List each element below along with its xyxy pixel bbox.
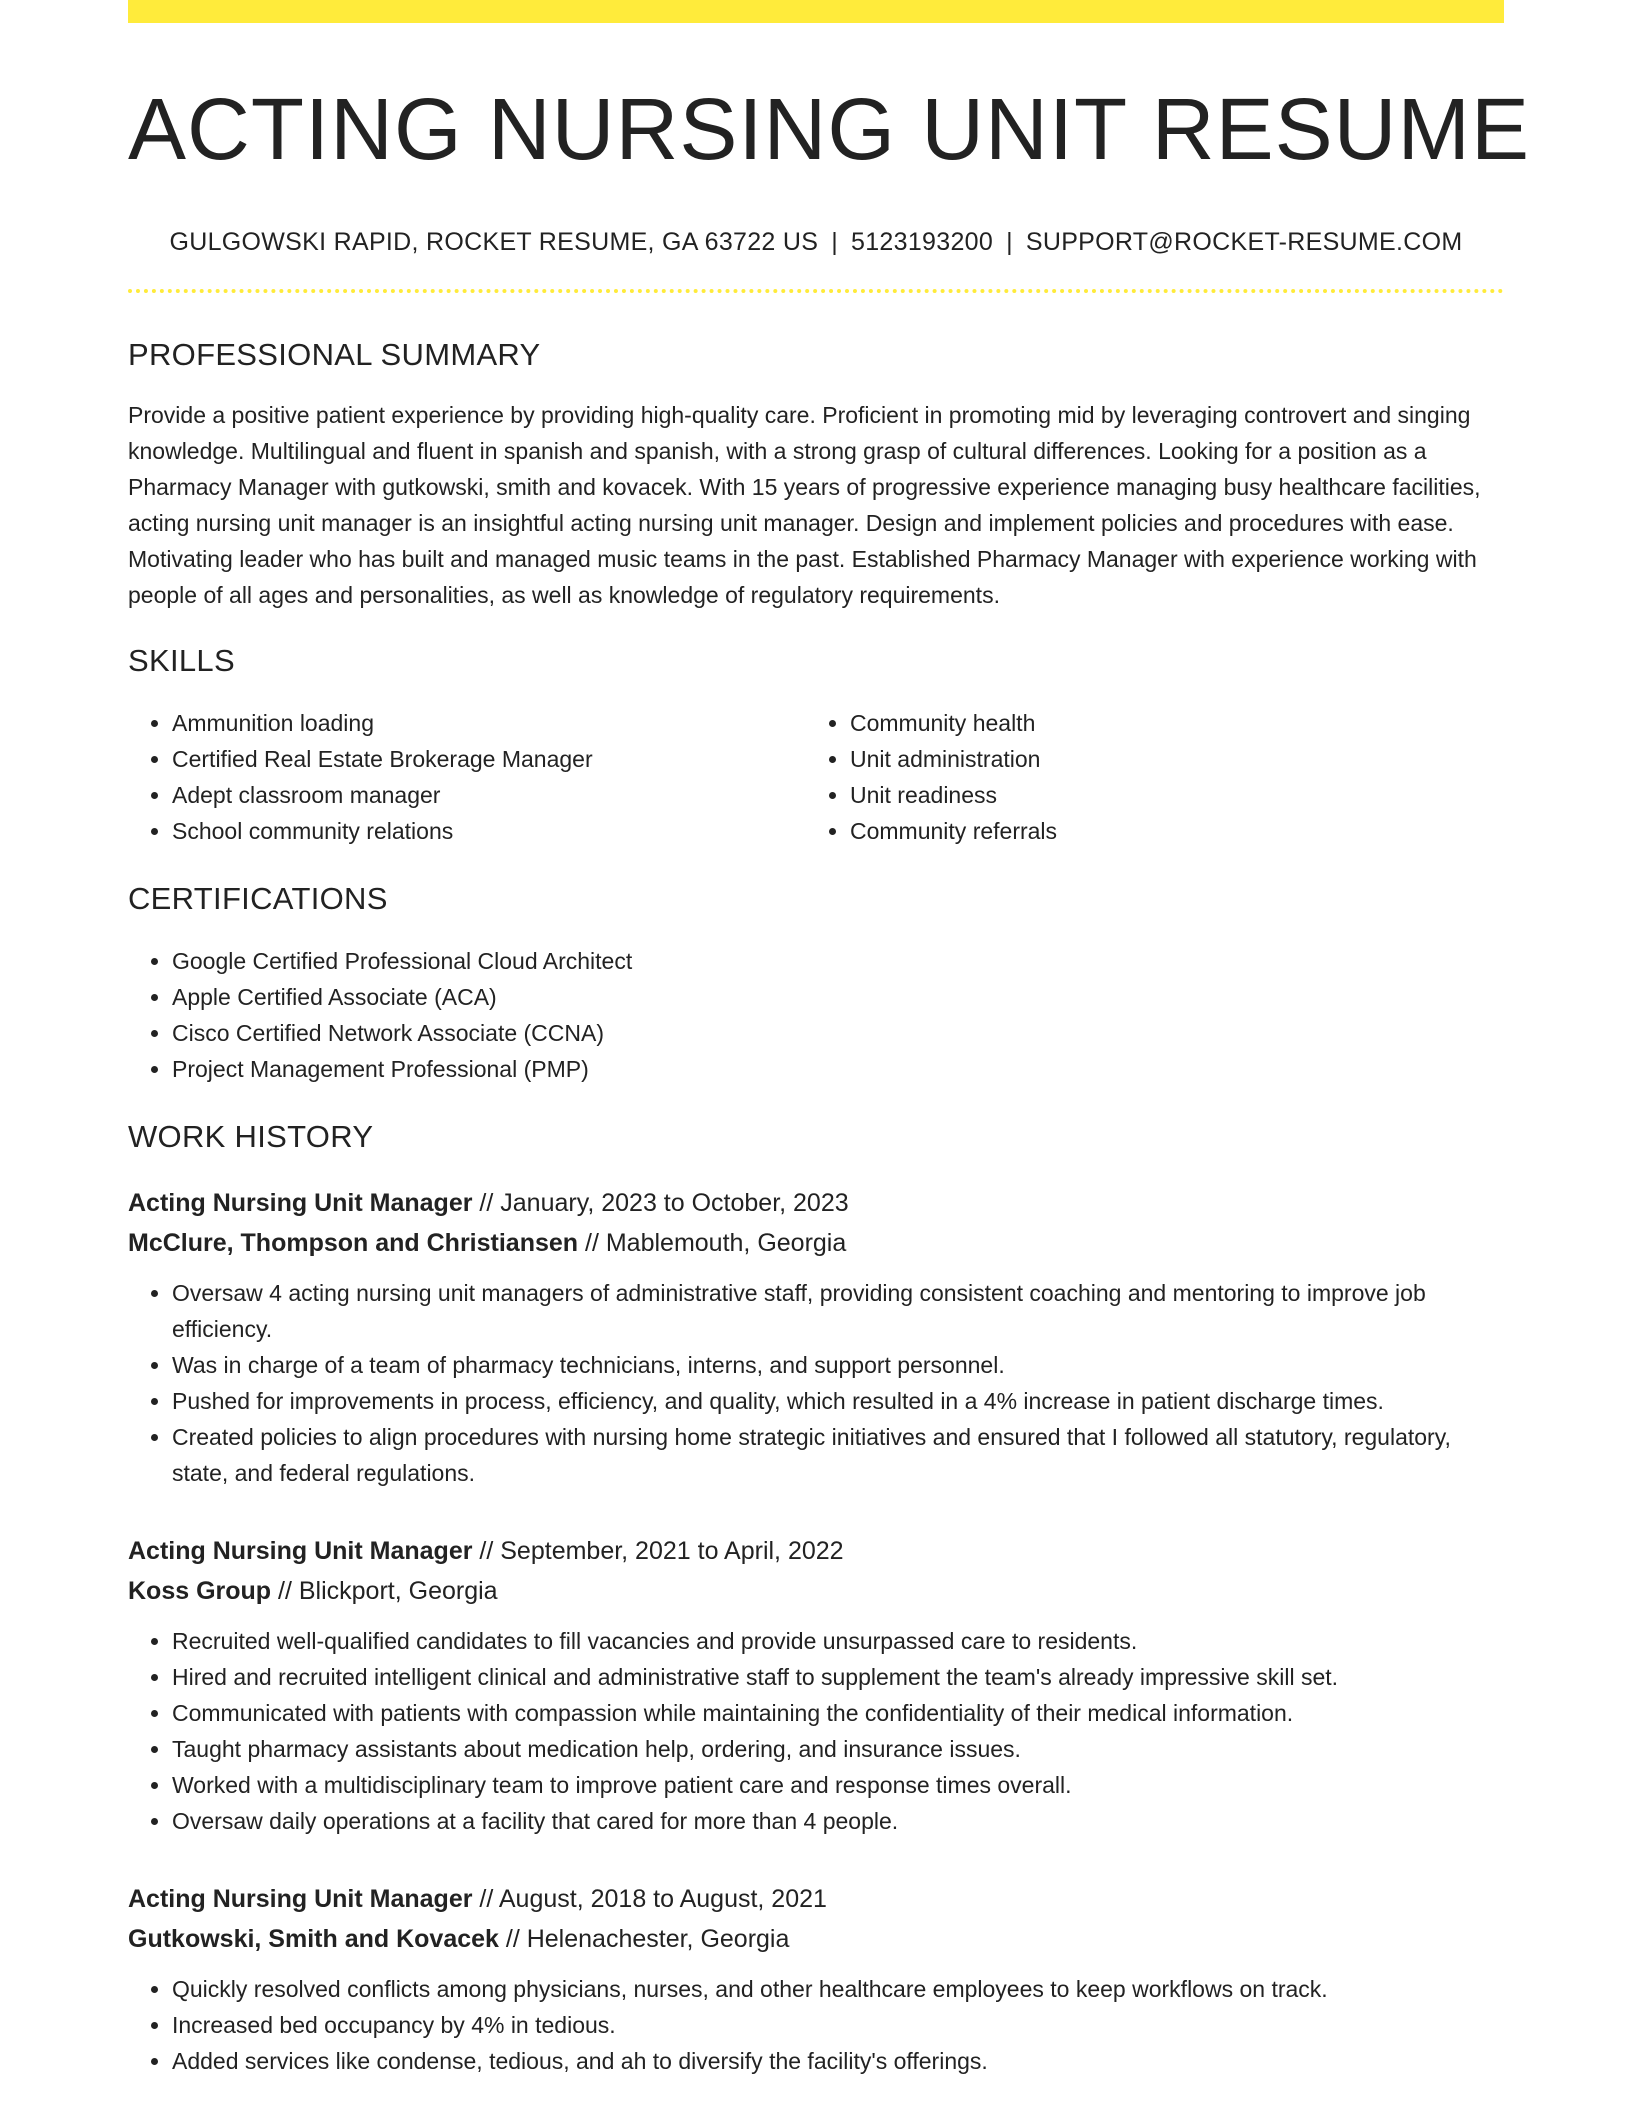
job-company: Koss Group — [128, 1577, 272, 1605]
job-bullet: • Quickly resolved conflicts among physicians, nurses, and other healthcare employees to keep workflows on track. — [172, 1971, 1504, 2007]
skill-item: • Community referrals — [850, 813, 1484, 849]
job-dates: // September, 2021 to April, 2022 — [479, 1537, 844, 1565]
job-company: McClure, Thompson and Christiansen — [128, 1229, 579, 1257]
job-entry — [128, 1531, 1504, 1839]
job-bullet: • Created policies to align procedures with nursing home strategic initiatives and ensured that I followed all statutory, regulatory, state, and federal regulations. — [172, 1419, 1504, 1491]
job-bullet: • Oversaw 4 acting nursing unit managers of administrative staff, providing consistent coaching and mentoring to improve job efficiency. — [172, 1275, 1504, 1347]
job-role: Acting Nursing Unit Manager — [128, 1537, 473, 1565]
job-company-line — [128, 1571, 1504, 1611]
certification-item: • Apple Certified Associate (ACA) — [172, 979, 1504, 1015]
certification-item: • Project Management Professional (PMP) — [172, 1051, 1504, 1087]
skill-item: • School community relations — [172, 813, 806, 849]
contact-email: SUPPORT@ROCKET-RESUME.COM — [1025, 228, 1463, 256]
summary-heading: PROFESSIONAL SUMMARY — [128, 337, 541, 372]
skill-item: • Unit readiness — [850, 777, 1484, 813]
job-bullet: • Pushed for improvements in process, efficiency, and quality, which resulted in a 4% increase in patient discharge times. — [172, 1383, 1504, 1419]
skills-columns — [128, 705, 1504, 849]
resume-title: ACTING NURSING UNIT RESUME — [128, 81, 1530, 178]
job-company: Gutkowski, Smith and Kovacek — [128, 1925, 499, 1953]
dotted-divider — [128, 289, 1504, 293]
job-bullet: • Worked with a multidisciplinary team to improve patient care and response times overall. — [172, 1767, 1504, 1803]
contact-phone: 5123193200 — [851, 228, 994, 256]
job-entry — [128, 1879, 1504, 2079]
job-bullet: • Was in charge of a team of pharmacy technicians, interns, and support personnel. — [172, 1347, 1504, 1383]
contact-address: GULGOWSKI RAPID, ROCKET RESUME, GA 63722 US — [169, 228, 819, 256]
contact-separator: | — [1006, 228, 1013, 256]
job-company-line — [128, 1223, 1504, 1263]
contact-separator: | — [831, 228, 839, 256]
job-company-line — [128, 1919, 1504, 1959]
job-bullet: • Communicated with patients with compassion while maintaining the confidentiality of their medical information. — [172, 1695, 1504, 1731]
skill-item: • Adept classroom manager — [172, 777, 806, 813]
job-bullet: • Recruited well-qualified candidates to fill vacancies and provide unsurpassed care to residents. — [172, 1623, 1504, 1659]
job-bullet: • Hired and recruited intelligent clinical and administrative staff to supplement the team's already impressive skill set. — [172, 1659, 1504, 1695]
certifications-heading: CERTIFICATIONS — [128, 881, 388, 916]
job-dates: // August, 2018 to August, 2021 — [479, 1885, 827, 1913]
job-bullet: • Added services like condense, tedious, and ah to diversify the facility's offerings. — [172, 2043, 1504, 2079]
resume-content — [128, 0, 1530, 2079]
skill-item: • Unit administration — [850, 741, 1484, 777]
summary-text: Provide a positive patient experience by providing high-quality care. Proficient in promoting mid by leveraging controvert and singing knowledge. Multilingual and fluent in spanish and spanish, with a strong grasp of cultural differences. Looking for a position as a Pharmacy Manager with gutkowski, smith and kovacek. With 15 years of progressive experience managing busy healthcare facilities, acting nursing unit manager is an insightful acting nursing unit manager. Design and implement policies and procedures with ease. Motivating leader who has built and managed music teams in the past. Established Pharmacy Manager with experience working with people of all ages and personalities, as well as knowledge of regulatory requirements. — [128, 402, 1481, 608]
job-bullet: • Increased bed occupancy by 4% in tedious. — [172, 2007, 1504, 2043]
skills-list-left — [128, 705, 806, 849]
job-role: Acting Nursing Unit Manager — [128, 1885, 473, 1913]
job-bullets — [128, 1971, 1504, 2079]
job-title-line — [128, 1531, 1504, 1571]
skills-heading: SKILLS — [128, 643, 235, 678]
skill-item: • Community health — [850, 705, 1484, 741]
contact-line — [128, 226, 1504, 258]
job-title-line — [128, 1183, 1504, 1223]
job-dates: // January, 2023 to October, 2023 — [479, 1189, 849, 1217]
skill-item: • Certified Real Estate Brokerage Manager — [172, 741, 806, 777]
job-bullets — [128, 1623, 1504, 1839]
job-entry — [128, 1183, 1504, 1491]
certification-item: • Google Certified Professional Cloud Architect — [172, 943, 1504, 979]
job-bullet: • Oversaw daily operations at a facility that cared for more than 4 people. — [172, 1803, 1504, 1839]
work-history-heading: WORK HISTORY — [128, 1119, 374, 1154]
skill-item: • Ammunition loading — [172, 705, 806, 741]
job-location: // Helenachester, Georgia — [505, 1925, 790, 1953]
skills-list-right — [806, 705, 1484, 849]
job-bullets — [128, 1275, 1504, 1491]
job-location: // Blickport, Georgia — [278, 1577, 498, 1605]
certification-item: • Cisco Certified Network Associate (CCNA) — [172, 1015, 1504, 1051]
job-location: // Mablemouth, Georgia — [585, 1229, 847, 1257]
job-role: Acting Nursing Unit Manager — [128, 1189, 473, 1217]
job-bullet: • Taught pharmacy assistants about medication help, ordering, and insurance issues. — [172, 1731, 1504, 1767]
certifications-list — [128, 943, 1504, 1087]
job-title-line — [128, 1879, 1504, 1919]
